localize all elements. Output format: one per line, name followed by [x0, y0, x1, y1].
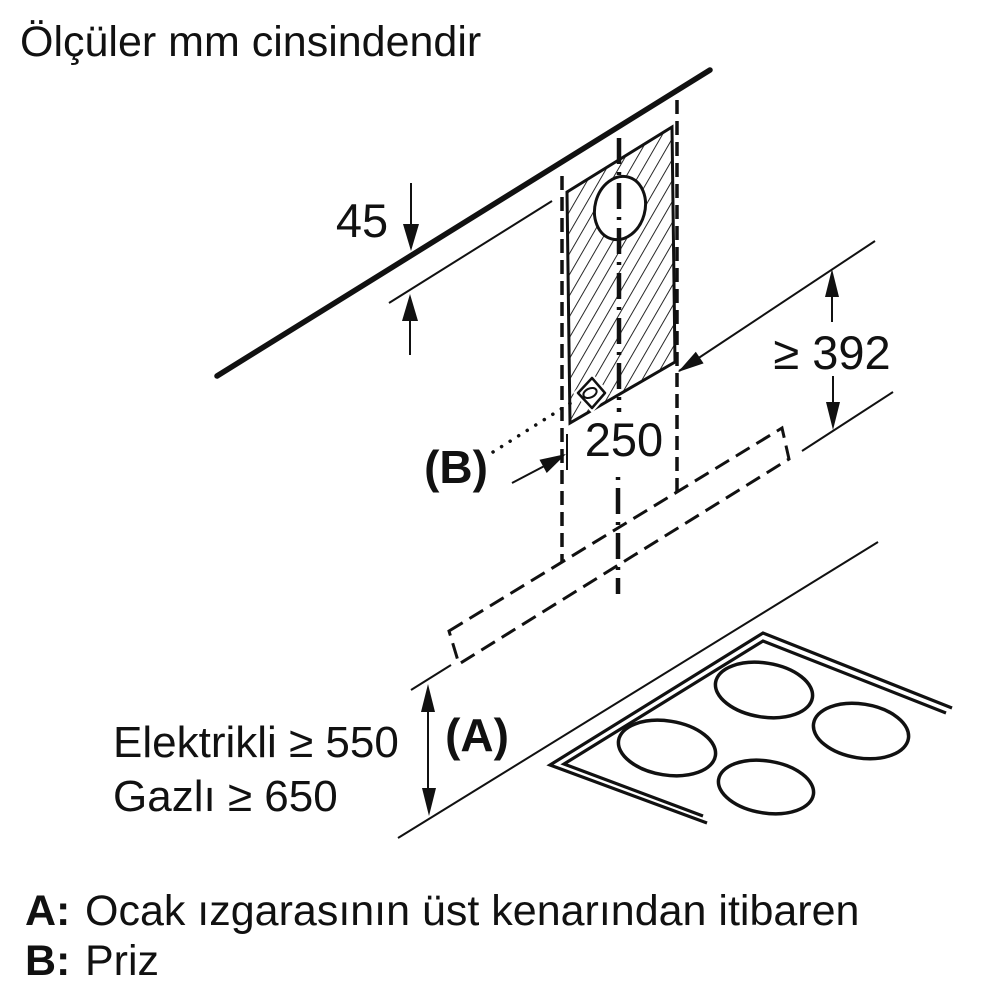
- arrow-up-icon: [402, 294, 418, 321]
- cooktop-icon: [550, 633, 952, 823]
- gas-clearance-text: Gazlı ≥ 650: [113, 772, 338, 821]
- legend-b-key: B:: [25, 937, 71, 985]
- arrow-down-icon: [826, 402, 840, 430]
- burner-icon: [715, 754, 818, 820]
- legend: [25, 887, 859, 985]
- label-a: (A): [445, 709, 509, 761]
- arrow-down-icon: [422, 788, 436, 816]
- electric-clearance-text: Elektrikli ≥ 550: [113, 718, 399, 767]
- dim-45-value: 45: [335, 194, 389, 247]
- dim-392-value: ≥ 392: [773, 326, 891, 379]
- dim-250: [512, 413, 663, 483]
- legend-b-text: Priz: [85, 937, 160, 985]
- arrow-up-icon: [421, 684, 435, 712]
- arrow-left-icon: [678, 352, 704, 372]
- legend-a-text: Ocak ızgarasının üst kenarından itibaren: [85, 887, 860, 935]
- socket-leader-dotted-line: [493, 399, 577, 452]
- legend-a-key: A:: [25, 887, 71, 935]
- arrow-down-icon: [403, 224, 419, 251]
- dim-392: [678, 241, 893, 451]
- burner-icon: [809, 697, 912, 765]
- dim-45: [336, 183, 419, 355]
- page-title: Ölçüler mm cinsindendir: [20, 18, 482, 66]
- label-b: (B): [424, 441, 488, 493]
- dim-250-value: 250: [584, 413, 664, 466]
- burner-icon: [711, 656, 816, 725]
